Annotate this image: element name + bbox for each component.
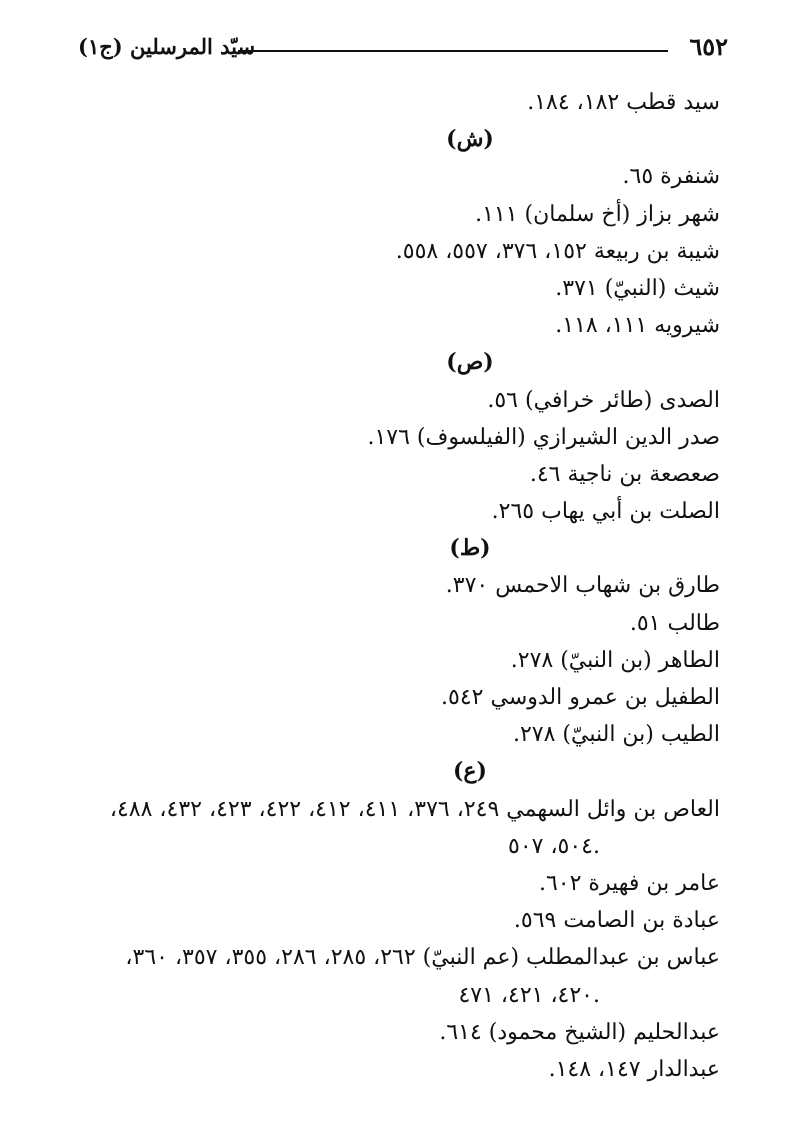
index-entry: الصلت بن أبي يهاب ٢٦٥. [491,499,720,525]
index-entry: طالب ٥١. [629,610,720,636]
index-entry: شهر بزاز (أخ سلمان) ١١١. [475,201,720,227]
index-entry-continuation: ٥٠٤، ٥٠٧. [508,833,600,859]
header-rule [238,50,668,52]
section-heading: (ص) [446,349,494,376]
section-heading: (ط) [449,535,491,562]
index-entry: طارق بن شهاب الاحمس ٣٧٠. [445,573,720,599]
section-heading: (ش) [446,126,494,153]
index-entry: عبدالدار ١٤٧، ١٤٨. [548,1056,720,1082]
index-entry: عباس بن عبدالمطلب (عم النبيّ) ٢٦٢، ٢٨٥، ٢٨٦، ٣٥٥، ٣٥٧، ٣٦٠، [125,945,720,971]
index-entry: الطفيل بن عمرو الدوسي ٥٤٢. [441,685,720,710]
index-entry: شنفرة ٦٥. [622,164,720,190]
index-entry: شيرويه ١١١، ١١٨. [555,313,720,339]
section-heading: (ع) [453,758,487,785]
index-entry-continuation: ٤٢٠، ٤٢١، ٤٧١. [458,982,600,1008]
index-entry: صدر الدين الشيرازي (الفيلسوف) ١٧٦. [367,424,720,450]
index-entry: شيث (النبيّ) ٣٧١. [555,275,720,301]
index-entry: سيد قطب ١٨٢، ١٨٤. [527,90,720,115]
page-number: ٦٥٢ [689,32,728,61]
index-entry: الطيب (بن النبيّ) ٢٧٨. [512,722,720,748]
index-entry: عامر بن فهيرة ٦٠٢. [538,870,720,896]
index-entry: الصدى (طائر خرافي) ٥٦. [487,387,720,413]
index-entry: العاص بن وائل السهمي ٢٤٩، ٣٧٦، ٤١١، ٤١٢، ٤٢٢، ٤٢٣، ٤٣٢، ٤٨٨، [109,796,720,822]
index-entry: عبادة بن الصامت ٥٦٩. [513,908,720,934]
running-title: سيّد المرسلين (ج١) [78,34,256,59]
index-entry: عبدالحليم (الشيخ محمود) ٦١٤. [439,1019,720,1045]
index-list [70,84,720,1088]
page-header [78,30,728,64]
index-entry: الطاهر (بن النبيّ) ٢٧٨. [510,647,720,673]
index-entry: شيبة بن ربيعة ١٥٢، ٣٧٦، ٥٥٧، ٥٥٨. [395,238,720,264]
index-entry: صعصعة بن ناجية ٤٦. [529,461,720,487]
